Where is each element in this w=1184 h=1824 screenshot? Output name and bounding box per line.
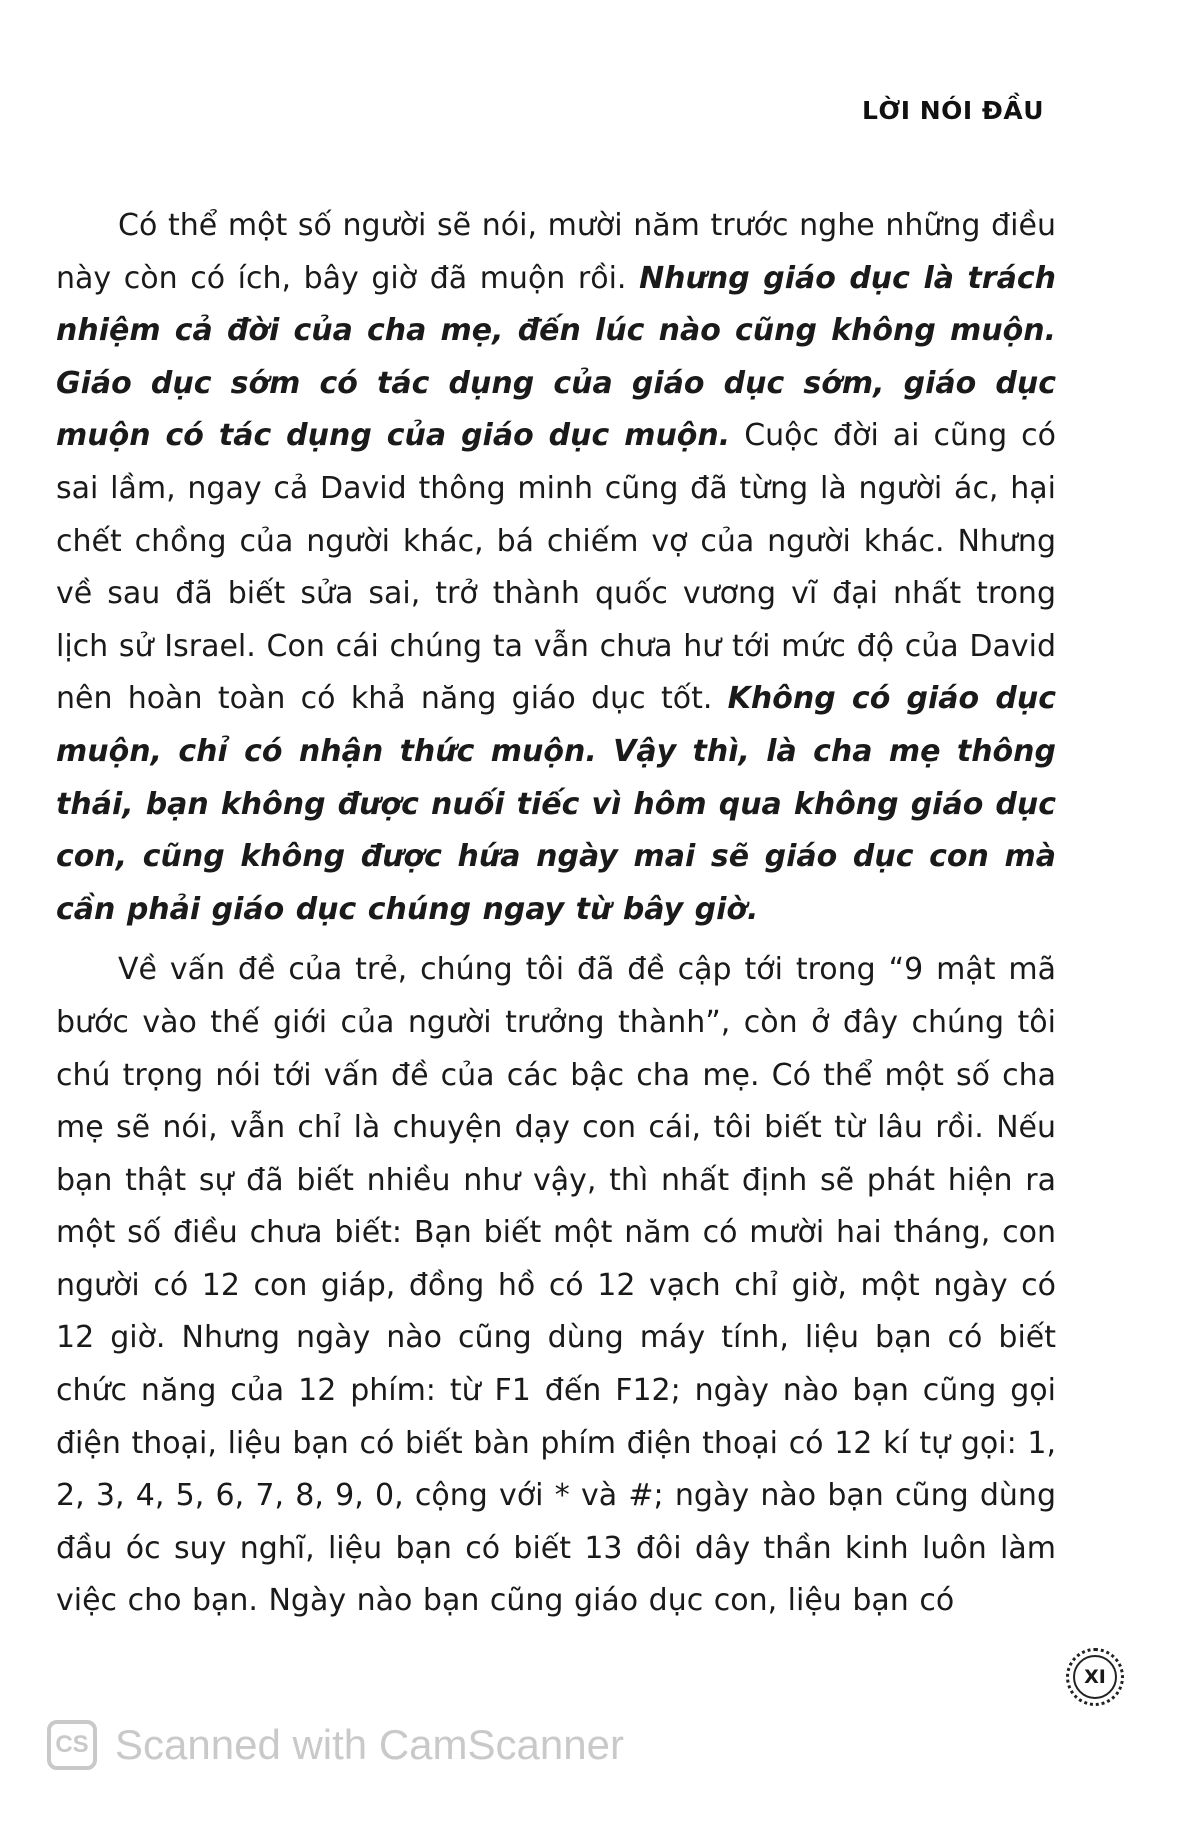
emphasis-segment: Không có giáo dục muộn, chỉ có nhận thức muộn. Vậy thì, là cha mẹ thông thái, bạn không được nuối tiếc vì hôm qua không giáo dục con, cũng không được hứa ngày mai sẽ giáo dục con mà cần phải giáo dục chúng ngay từ bây giờ.: [56, 681, 1056, 927]
page-number: XI: [1073, 1655, 1117, 1699]
text-segment: Về vấn đề của trẻ, chúng tôi đã đề cập tới trong “9 mật mã bước vào thế giới của người trưởng thành”, còn ở đây chúng tôi chú trọng nói tới vấn đề của các bậc cha mẹ. Có thể một số cha mẹ sẽ nói, vẫn chỉ là chuyện dạy con cái, tôi biết từ lâu rồi. Nếu bạn thật sự đã biết nhiều như vậy, thì nhất định sẽ phát hiện ra một số điều chưa biết: Bạn biết một năm có mười hai tháng, con người có 12 con giáp, đồng hồ có 12 vạch chỉ giờ, một ngày có 12 giờ. Nhưng ngày nào cũng dùng máy tính, liệu bạn có biết chức năng của 12 phím: từ F1 đến F12; ngày nào bạn cũng gọi điện thoại, liệu bạn có biết bàn phím điện thoại có 12 kí tự gọi: 1, 2, 3, 4, 5, 6, 7, 8, 9, 0, cộng với * và #; ngày nào bạn cũng dùng đầu óc suy nghĩ, liệu bạn có biết 13 đôi dây thần kinh luôn làm việc cho bạn. Ngày nào bạn cũng giáo dục con, liệu bạn có: [56, 952, 1056, 1619]
chapter-header: LỜI NÓI ĐẦU: [861, 96, 1044, 125]
camscanner-watermark: [47, 1720, 624, 1770]
text-segment: Có thể một số người sẽ nói, mười năm trước nghe những điều này còn có ích, bây giờ đã muộn rồi.: [56, 208, 1056, 296]
camscanner-logo-icon: CS: [47, 1720, 97, 1770]
page-number-badge: [1066, 1648, 1124, 1706]
paragraph-1: [56, 200, 1056, 936]
body-text: [56, 200, 1056, 1628]
text-segment: Cuộc đời ai cũng có sai lầm, ngay cả David thông minh cũng đã từng là người ác, hại chết chồng của người khác, bá chiếm vợ của người khác. Nhưng về sau đã biết sửa sai, trở thành quốc vương vĩ đại nhất trong lịch sử Israel. Con cái chúng ta vẫn chưa hư tới mức độ của David nên hoàn toàn có khả năng giáo dục tốt.: [56, 418, 1056, 717]
paragraph-2: [56, 944, 1056, 1628]
watermark-text: Scanned with CamScanner: [115, 1721, 624, 1768]
emphasis-segment: Nhưng giáo dục là trách nhiệm cả đời của cha mẹ, đến lúc nào cũng không muộn. Giáo dục sớm có tác dụng của giáo dục sớm, giáo dục muộn có tác dụng của giáo dục muộn.: [56, 260, 1056, 454]
